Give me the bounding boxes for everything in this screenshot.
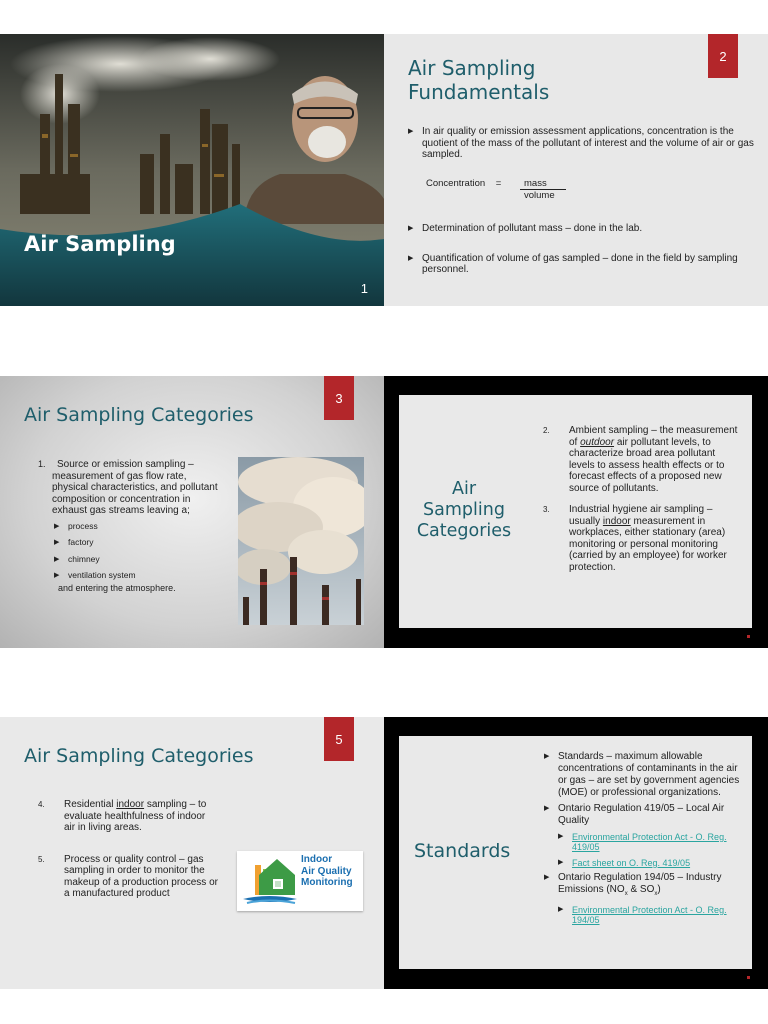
sub-list — [54, 521, 234, 582]
item-text-pre: Industrial hygiene air sampling – usually — [569, 504, 713, 527]
subscript: x — [654, 891, 658, 897]
list-item — [38, 854, 218, 900]
sub-item: ▶ factory — [54, 537, 234, 549]
slide-5-categories[interactable] — [0, 717, 384, 989]
category-list — [38, 799, 218, 900]
iaq-logo — [237, 851, 363, 911]
bullet-item: ▶ In air quality or emission assessment applications, concentration is the quotient of the mass of the pollutant of interest and the volume of air or gas sampled. — [408, 126, 758, 161]
corner-marker — [747, 635, 750, 638]
item-number: 5. — [38, 854, 45, 864]
corner-marker — [747, 976, 750, 979]
item-number: 3. — [543, 505, 550, 514]
sub-item: ▶ chimney — [54, 554, 234, 566]
bullet-list-2 — [408, 223, 758, 285]
category-list — [543, 425, 739, 573]
bullet-text-pre: Ontario Regulation 194/05 – Industry Emissions (NO — [558, 872, 722, 895]
item-text-post: measurement in workplaces, either stationary (area) monitoring or personal monitoring (carried by an employee) for worker protection. — [569, 515, 727, 573]
smokestacks-photo — [238, 457, 364, 625]
logo-line: Monitoring — [301, 877, 353, 888]
slide-title — [408, 56, 549, 104]
formula-fraction — [520, 178, 566, 201]
bullet-item: ▶ Standards – maximum allowable concentrations of contaminants in the air or gas – are set by government agencies (MOE) or professional organizations. — [544, 751, 744, 799]
formula-numerator: mass — [520, 178, 566, 190]
industrial-photo — [0, 34, 384, 306]
slide-1-title[interactable] — [0, 34, 384, 306]
slide-3-categories[interactable] — [0, 376, 384, 648]
link-item — [558, 905, 744, 925]
link-list — [558, 905, 744, 925]
side-title: Standards — [414, 840, 511, 862]
bullet-text-post: ) — [657, 884, 661, 895]
slide-2-fundamentals[interactable] — [384, 34, 768, 306]
item-text-emphasis: indoor — [602, 515, 631, 527]
slide-number-badge: 3 — [324, 376, 354, 420]
logo-text — [301, 854, 353, 889]
link-item — [558, 858, 744, 868]
list-item — [543, 425, 739, 494]
item-number: 2. — [543, 426, 550, 435]
list-item — [543, 504, 739, 573]
slide-4-categories[interactable] — [384, 376, 768, 648]
slide-number-badge: 2 — [708, 34, 738, 78]
content-panel — [399, 736, 752, 969]
bullet-item: ▶ Determination of pollutant mass – done in the lab. — [408, 223, 758, 235]
formula-equals: = — [495, 178, 502, 189]
title-line-1: Air Sampling — [408, 56, 536, 80]
list-item — [38, 799, 218, 834]
standards-list — [544, 751, 744, 929]
item-text-emphasis: outdoor — [580, 436, 615, 448]
reg-419-fact-sheet-link[interactable]: Fact sheet on O. Reg. 419/05 — [572, 858, 691, 868]
item-text-pre: Process or quality control – gas sampling in order to monitor the makeup of a production process or a manufactured product — [64, 853, 218, 899]
link-item — [558, 832, 744, 852]
house-logo-icon — [239, 853, 299, 909]
item-text-post: air pollutant levels, to characterize broad area pollutant levels to assess health effects or to forecast effects of a proposed new source of pollutants. — [569, 436, 725, 494]
formula-denominator: volume — [524, 190, 555, 201]
subscript: x — [624, 891, 628, 897]
logo-line: Air Quality — [301, 865, 352, 877]
link-list — [558, 832, 744, 868]
bullet-item: ▶ Quantification of volume of gas sampled – done in the field by sampling personnel. — [408, 253, 758, 276]
bullet-item — [544, 872, 744, 925]
item-text-pre: Residential — [64, 799, 117, 810]
formula-label: Concentration — [426, 178, 486, 189]
item-number: 4. — [38, 800, 45, 809]
trailing-text: and entering the atmosphere. — [58, 582, 176, 593]
reg-194-act-link[interactable]: Environmental Protection Act - O. Reg. 194/05 — [572, 905, 727, 925]
category-1 — [38, 459, 218, 594]
bullet-item — [544, 803, 744, 868]
content-panel — [399, 395, 752, 628]
slide-number: 1 — [360, 281, 368, 296]
sub-item: ▶ ventilation system — [54, 570, 234, 582]
bullet-text-mid: & SO — [627, 884, 655, 895]
title-line-2: Fundamentals — [408, 80, 550, 104]
side-title: Air Sampling Categories — [416, 479, 512, 541]
slide-title: Air Sampling Categories — [24, 404, 254, 426]
reg-419-act-link[interactable]: Environmental Protection Act - O. Reg. 419/05 — [572, 832, 727, 852]
item-text: Source or emission sampling – measurement of gas flow rate, physical characteristics, and pollutant composition or concentration in exhaust gas streams leaving a; — [52, 459, 218, 516]
slide-number-badge: 5 — [324, 717, 354, 761]
item-text-emphasis: indoor — [116, 799, 145, 810]
item-number: 1. — [38, 459, 46, 469]
item-text-post: sampling – to evaluate healthfulness of indoor air in living areas. — [64, 799, 207, 833]
bullet-list — [408, 126, 758, 170]
logo-line: Indoor — [301, 854, 333, 865]
slide-title: Air Sampling Categories — [24, 745, 254, 767]
bullet-text: Ontario Regulation 419/05 – Local Air Quality — [558, 803, 725, 826]
slide-6-standards[interactable] — [384, 717, 768, 989]
sub-item: ▶ process — [54, 521, 234, 533]
concentration-formula — [426, 178, 555, 201]
slide-title: Air Sampling — [24, 232, 176, 256]
item-text-pre: Ambient sampling – the measurement of — [569, 425, 738, 448]
